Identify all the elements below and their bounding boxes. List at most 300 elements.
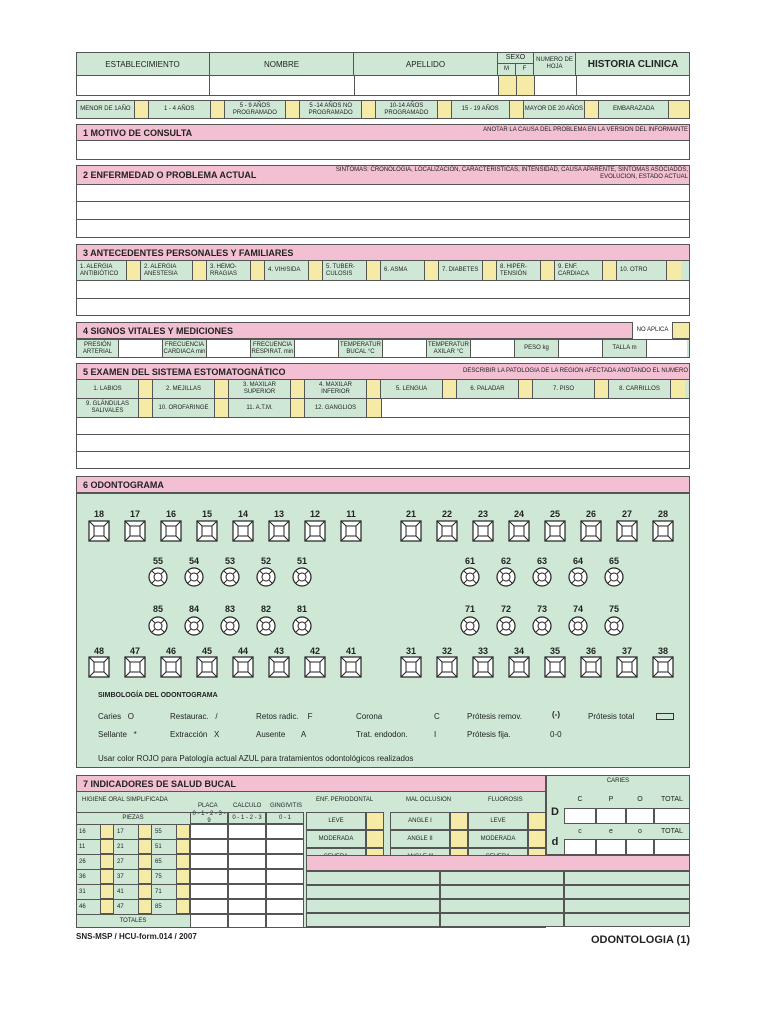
tooth-51[interactable]	[292, 567, 312, 587]
s1-title: 1 MOTIVO DE CONSULTA	[83, 127, 193, 138]
estoma-check[interactable]	[519, 380, 533, 398]
tooth-number: 11	[346, 509, 356, 519]
vital-field[interactable]	[383, 340, 427, 357]
placa-scale: 0 - 1 - 2 - 3 - 9	[190, 812, 228, 824]
pieza-check[interactable]	[176, 824, 190, 839]
tooth-63[interactable]	[532, 567, 552, 587]
total-field[interactable]	[266, 914, 304, 928]
vital-field[interactable]	[119, 340, 163, 357]
s7-title: 7 INDICADORES DE SALUD BUCAL	[83, 778, 237, 789]
tooth-53[interactable]	[220, 567, 240, 587]
pieza-check[interactable]	[138, 854, 152, 869]
sexo-m-field[interactable]	[498, 75, 517, 96]
estoma-mejillas: 2. MEJILLAS	[153, 380, 215, 398]
totales-label: TOTALES	[76, 914, 190, 927]
indicador-label: ANGLE II	[390, 830, 450, 848]
age-check[interactable]	[510, 101, 524, 118]
pieza-number: 71	[152, 884, 176, 899]
estoma-check[interactable]	[595, 380, 609, 398]
piezas-label: PIEZAS	[76, 812, 190, 824]
pieza-check[interactable]	[176, 884, 190, 899]
age-check[interactable]	[362, 101, 376, 118]
indicador-check[interactable]	[450, 812, 468, 830]
tooth-48[interactable]	[88, 656, 110, 678]
nombre-field[interactable]	[209, 75, 355, 96]
indice-field[interactable]	[190, 824, 228, 839]
calculo-label: CALCULO	[233, 803, 262, 809]
age-check[interactable]	[585, 101, 599, 118]
antecedente-check[interactable]	[541, 261, 555, 280]
footer-code: SNS-MSP / HCU-form.014 / 2007	[76, 932, 197, 941]
tooth-71[interactable]	[460, 616, 480, 636]
s7-header	[76, 775, 546, 792]
tooth-number: 84	[188, 604, 199, 614]
tooth-81[interactable]	[292, 616, 312, 636]
footer-title: ODONTOLOGIA (1)	[591, 934, 690, 946]
tooth-number: 13	[273, 509, 284, 519]
pieza-check[interactable]	[138, 824, 152, 839]
estoma-orofaringe: 10. OROFARINGE	[153, 399, 215, 417]
antecedente-check[interactable]	[667, 261, 681, 280]
tooth-85[interactable]	[148, 616, 168, 636]
tooth-number: 27	[621, 509, 632, 519]
antecedente-check[interactable]	[603, 261, 617, 280]
vital-field[interactable]	[559, 340, 603, 357]
pieza-number: 16	[76, 824, 100, 839]
tooth-83[interactable]	[220, 616, 240, 636]
age-check[interactable]	[669, 101, 689, 118]
tooth-55[interactable]	[148, 567, 168, 587]
vital-field[interactable]	[471, 340, 515, 357]
tooth-number: 25	[549, 509, 560, 519]
pieza-number: 47	[114, 899, 138, 914]
sexo-m-label: M	[498, 64, 516, 75]
odontograma-note: Usar color ROJO para Patología actual AZUL para tratamientos odontológicos realizados	[98, 754, 414, 763]
tooth-15[interactable]	[196, 520, 218, 542]
indice-field[interactable]	[228, 824, 266, 839]
tooth-number: 38	[657, 646, 668, 656]
indicador-label: MODERADA	[468, 830, 528, 848]
s4-no-aplica-check[interactable]	[672, 322, 690, 339]
estoma-check[interactable]	[139, 399, 153, 417]
tooth-number: 61	[464, 556, 475, 566]
s5-field[interactable]	[76, 417, 690, 469]
tooth-number: 33	[477, 646, 488, 656]
estoma-atm: 11. A.T.M.	[229, 399, 291, 417]
pieza-number: 55	[152, 824, 176, 839]
fluorosis-label: FLUOROSIS	[488, 797, 523, 803]
indicador-grid-cell[interactable]	[306, 871, 440, 885]
indicador-grid-cell[interactable]	[440, 871, 564, 885]
tooth-26[interactable]	[580, 520, 602, 542]
tooth-number: 17	[129, 509, 140, 519]
indicador-grid-cell[interactable]	[564, 913, 690, 927]
pieza-check[interactable]	[138, 884, 152, 899]
tooth-number: 35	[549, 646, 560, 656]
tooth-24[interactable]	[508, 520, 530, 542]
tooth-23[interactable]	[472, 520, 494, 542]
tooth-number: 36	[585, 646, 596, 656]
estoma-check[interactable]	[215, 399, 229, 417]
tooth-number: 47	[129, 646, 140, 656]
indicador-grid-cell[interactable]	[440, 913, 564, 927]
age-5-14-np: 5 -14 AÑOS NO PROGRAMADO	[300, 101, 362, 118]
s3-header	[76, 244, 690, 261]
estoma-maxilar-superior: 3. MAXILAR SUPERIOR	[229, 380, 291, 398]
sym-protesis-removible-symbol: (-)	[552, 710, 560, 719]
cpo-field[interactable]	[626, 808, 654, 824]
antecedente-diabetes: 7. DIABETES	[439, 261, 483, 280]
pieza-check[interactable]	[138, 869, 152, 884]
indicador-grid-cell[interactable]	[564, 885, 690, 899]
antecedente-check[interactable]	[309, 261, 323, 280]
indicador-check[interactable]	[450, 830, 468, 848]
ceo-field[interactable]	[654, 839, 690, 855]
indice-field[interactable]	[190, 839, 228, 854]
tooth-42[interactable]	[304, 656, 326, 678]
ceo-label: c	[578, 828, 582, 835]
tooth-36[interactable]	[580, 656, 602, 678]
vital-field[interactable]	[295, 340, 339, 357]
nombre-label: NOMBRE	[210, 53, 354, 75]
tooth-22[interactable]	[436, 520, 458, 542]
indicador-grid-cell[interactable]	[564, 871, 690, 885]
pieza-number: 27	[114, 854, 138, 869]
s5-row-2	[76, 398, 382, 418]
tooth-number: 37	[621, 646, 632, 656]
establecimiento-field[interactable]	[76, 75, 210, 96]
sym-caries: Caries O	[98, 712, 135, 721]
sym-protesis-total: Prótesis total	[588, 712, 635, 721]
sym-corona: Corona	[356, 712, 383, 721]
ceo-label: TOTAL	[661, 828, 683, 835]
pieza-number: 31	[76, 884, 100, 899]
tooth-13[interactable]	[268, 520, 290, 542]
antecedente-check[interactable]	[483, 261, 497, 280]
s5-title: 5 EXAMEN DEL SISTEMA ESTOMATOGNÁTICO	[83, 366, 286, 377]
tooth-number: 46	[165, 646, 176, 656]
tooth-35[interactable]	[544, 656, 566, 678]
indicador-grid-cell[interactable]	[564, 899, 690, 913]
indice-field[interactable]	[266, 824, 304, 839]
antecedente-check[interactable]	[425, 261, 439, 280]
indicadores-pink-row	[306, 855, 690, 871]
tooth-62[interactable]	[496, 567, 516, 587]
estoma-check[interactable]	[215, 380, 229, 398]
tooth-number: 85	[152, 604, 163, 614]
estoma-check[interactable]	[671, 380, 685, 398]
tooth-46[interactable]	[160, 656, 182, 678]
establecimiento-label: ESTABLECIMIENTO	[76, 53, 210, 75]
tooth-number: 72	[500, 604, 511, 614]
vital-field[interactable]	[647, 340, 687, 357]
indicador-grid-cell[interactable]	[440, 885, 564, 899]
sym-corona-symbol: C	[434, 712, 440, 721]
estoma-check[interactable]	[291, 380, 305, 398]
tooth-number: 16	[165, 509, 176, 519]
historia-field[interactable]	[576, 75, 690, 96]
tooth-number: 74	[572, 604, 583, 614]
age-15-19: 15 - 19 AÑOS	[452, 101, 510, 118]
tooth-21[interactable]	[400, 520, 422, 542]
estoma-check[interactable]	[139, 380, 153, 398]
s1-note: ANOTAR LA CAUSA DEL PROBLEMA EN LA VERSION DEL INFORMANTE	[483, 127, 688, 133]
indicador-check[interactable]	[528, 812, 546, 830]
tooth-number: 75	[608, 604, 619, 614]
tooth-number: 82	[260, 604, 271, 614]
tooth-27[interactable]	[616, 520, 638, 542]
vital-presion-arterial: PRESIÓN ARTERIAL	[77, 340, 119, 357]
pieza-check[interactable]	[138, 899, 152, 914]
sym-protesis-fija: Prótesis fija.	[467, 730, 511, 739]
indicador-check[interactable]	[366, 830, 384, 848]
tooth-number: 28	[657, 509, 668, 519]
age-10-14: 10-14 AÑOS PROGRAMADO	[376, 101, 438, 118]
tooth-52[interactable]	[256, 567, 276, 587]
tooth-number: 41	[345, 646, 356, 656]
caries-D-label: D	[551, 806, 559, 818]
numero-hoja-label: NUMERO DE HOJA	[534, 53, 576, 75]
estoma-check[interactable]	[367, 399, 381, 417]
pieza-check[interactable]	[176, 869, 190, 884]
tooth-84[interactable]	[184, 616, 204, 636]
tooth-37[interactable]	[616, 656, 638, 678]
pieza-check[interactable]	[138, 839, 152, 854]
indice-field[interactable]	[190, 869, 228, 884]
tooth-72[interactable]	[496, 616, 516, 636]
age-check[interactable]	[438, 101, 452, 118]
pieza-number: 17	[114, 824, 138, 839]
indice-field[interactable]	[266, 899, 304, 914]
ceo-field[interactable]	[596, 839, 626, 855]
tooth-number: 55	[152, 556, 163, 566]
tooth-14[interactable]	[232, 520, 254, 542]
tooth-61[interactable]	[460, 567, 480, 587]
tooth-number: 43	[273, 646, 284, 656]
pieza-check[interactable]	[100, 854, 114, 869]
estoma-glandulas: 9. GLÁNDULAS SALIVALES	[77, 399, 139, 417]
indice-field[interactable]	[266, 869, 304, 884]
sym-extraccion: Extracción X	[170, 730, 220, 739]
total-field[interactable]	[190, 914, 228, 928]
apellido-label: APELLIDO	[354, 53, 498, 75]
antecedente-asma: 6. ASMA	[381, 261, 425, 280]
indicador-check[interactable]	[366, 812, 384, 830]
estoma-check[interactable]	[443, 380, 457, 398]
numero-hoja-field[interactable]	[534, 75, 577, 96]
sexo-f-field[interactable]	[516, 75, 535, 96]
calculo-scale: 0 - 1 - 2 - 3	[228, 812, 266, 824]
indice-field[interactable]	[228, 899, 266, 914]
pieza-check[interactable]	[176, 854, 190, 869]
pieza-check[interactable]	[100, 899, 114, 914]
pieza-check[interactable]	[100, 884, 114, 899]
vital-temperatura-axilar: TEMPERATUR AXILAR °C	[427, 340, 471, 357]
sym-protesis-removible: Prótesis remov.	[467, 712, 522, 721]
ceo-field[interactable]	[626, 839, 654, 855]
indicador-check[interactable]	[528, 830, 546, 848]
tooth-number: 24	[513, 509, 524, 519]
tooth-33[interactable]	[472, 656, 494, 678]
indice-field[interactable]	[228, 854, 266, 869]
antecedente-check[interactable]	[193, 261, 207, 280]
tooth-number: 45	[201, 646, 212, 656]
s5-row-1	[76, 379, 690, 399]
vital-peso: PESO kg	[515, 340, 559, 357]
tooth-number: 54	[188, 556, 199, 566]
estoma-ganglios: 12. GANGLIOS	[305, 399, 367, 417]
tooth-41[interactable]	[340, 656, 362, 678]
indicador-grid-cell[interactable]	[306, 885, 440, 899]
sym-retos-radic: Retos radic. F	[256, 712, 313, 721]
tooth-17[interactable]	[124, 520, 146, 542]
indice-field[interactable]	[190, 899, 228, 914]
cpo-field[interactable]	[564, 808, 596, 824]
tooth-number: 23	[477, 509, 488, 519]
protesis-total-icon	[656, 713, 674, 720]
estoma-maxilar-inferior: 4. MAXILAR INFERIOR	[305, 380, 367, 398]
sym-trat-endodon: Trat. endodon.	[356, 730, 408, 739]
vital-field[interactable]	[207, 340, 251, 357]
pieza-check[interactable]	[176, 899, 190, 914]
sym-ausente: Ausente A	[256, 730, 307, 739]
cpo-field[interactable]	[654, 808, 690, 824]
s2-field[interactable]	[76, 184, 690, 238]
antecedente-check[interactable]	[251, 261, 265, 280]
s5-row-2-field[interactable]	[381, 398, 690, 418]
gingivitis-scale: 0 - 1	[266, 812, 304, 824]
s3-items-row	[76, 260, 690, 281]
pieza-number: 46	[76, 899, 100, 914]
antecedente-tuberculosis: 5. TUBER-CULOSIS	[323, 261, 367, 280]
tooth-54[interactable]	[184, 567, 204, 587]
tooth-64[interactable]	[568, 567, 588, 587]
estoma-check[interactable]	[291, 399, 305, 417]
antecedente-check[interactable]	[127, 261, 141, 280]
indicador-grid-cell[interactable]	[306, 913, 440, 927]
age-menor-1: MENOR DE 1AÑO	[77, 101, 135, 118]
tooth-18[interactable]	[88, 520, 110, 542]
tooth-38[interactable]	[652, 656, 674, 678]
indice-field[interactable]	[228, 884, 266, 899]
age-row	[76, 100, 690, 119]
ceo-field[interactable]	[564, 839, 596, 855]
tooth-number: 44	[237, 646, 248, 656]
tooth-number: 64	[572, 556, 583, 566]
tooth-number: 14	[237, 509, 248, 519]
tooth-16[interactable]	[160, 520, 182, 542]
sym-sellante: Sellante *	[98, 730, 137, 739]
pieza-check[interactable]	[100, 839, 114, 854]
age-embarazada: EMBARAZADA	[599, 101, 669, 118]
antecedente-check[interactable]	[367, 261, 381, 280]
tooth-11[interactable]	[340, 520, 362, 542]
sexo-f-label: F	[516, 64, 534, 75]
tooth-number: 71	[464, 604, 475, 614]
indice-field[interactable]	[190, 884, 228, 899]
total-field[interactable]	[228, 914, 266, 928]
pieza-check[interactable]	[100, 869, 114, 884]
s6-header	[76, 476, 690, 493]
tooth-number: 15	[201, 509, 212, 519]
pieza-number: 85	[152, 899, 176, 914]
tooth-number: 22	[441, 509, 452, 519]
indicador-grid-cell[interactable]	[440, 899, 564, 913]
tooth-34[interactable]	[508, 656, 530, 678]
tooth-44[interactable]	[232, 656, 254, 678]
tooth-75[interactable]	[604, 616, 624, 636]
form-title: HISTORIA CLINICA	[587, 58, 679, 70]
indice-field[interactable]	[266, 854, 304, 869]
tooth-28[interactable]	[652, 520, 674, 542]
cpo-label: P	[608, 796, 614, 803]
indice-field[interactable]	[228, 839, 266, 854]
tooth-65[interactable]	[604, 567, 624, 587]
antecedente-cardiaca: 9. ENF. CARDIACA	[555, 261, 603, 280]
age-mayor-20: MAYOR DE 20 AÑOS	[524, 101, 586, 118]
s4-title: 4 SIGNOS VITALES Y MEDICIONES	[83, 325, 234, 336]
tooth-12[interactable]	[304, 520, 326, 542]
tooth-25[interactable]	[544, 520, 566, 542]
indice-field[interactable]	[190, 854, 228, 869]
cpo-label: O	[637, 796, 643, 803]
oclusion-label: MAL OCLUSION	[406, 797, 452, 803]
estoma-check[interactable]	[367, 380, 381, 398]
tooth-number: 48	[93, 646, 104, 656]
pieza-number: 65	[152, 854, 176, 869]
age-5-9: 5 - 9 AÑOS PROGRAMADO	[225, 101, 287, 118]
periodontal-label: ENF. PERIODONTAL	[316, 797, 374, 803]
tooth-47[interactable]	[124, 656, 146, 678]
tooth-74[interactable]	[568, 616, 588, 636]
pieza-number: 11	[76, 839, 100, 854]
indicador-label: ANGLE I	[390, 812, 450, 830]
tooth-73[interactable]	[532, 616, 552, 636]
tooth-number: 12	[309, 509, 320, 519]
ceo-label: o	[638, 828, 642, 835]
indice-field[interactable]	[228, 869, 266, 884]
pieza-number: 75	[152, 869, 176, 884]
indice-field[interactable]	[266, 839, 304, 854]
tooth-43[interactable]	[268, 656, 290, 678]
vital-temperatura-bucal: TEMPERATUR BUCAL °C	[339, 340, 383, 357]
age-check[interactable]	[211, 101, 225, 118]
tooth-number: 83	[224, 604, 235, 614]
tooth-45[interactable]	[196, 656, 218, 678]
pieza-check[interactable]	[100, 824, 114, 839]
pieza-check[interactable]	[176, 839, 190, 854]
estoma-labios: 1. LABIOS	[77, 380, 139, 398]
vital-frecuencia-respiratoria: FRECUENCIA RESPIRAT. min	[251, 340, 295, 357]
cpo-field[interactable]	[596, 808, 626, 824]
age-check[interactable]	[135, 101, 149, 118]
estoma-carrillos: 8. CARRILLOS	[609, 380, 671, 398]
s3-title: 3 ANTECEDENTES PERSONALES Y FAMILIARES	[83, 247, 294, 258]
tooth-31[interactable]	[400, 656, 422, 678]
apellido-field[interactable]	[354, 75, 499, 96]
tooth-32[interactable]	[436, 656, 458, 678]
ceo-label: e	[609, 828, 613, 835]
tooth-number: 34	[513, 646, 524, 656]
tooth-82[interactable]	[256, 616, 276, 636]
indice-field[interactable]	[266, 884, 304, 899]
antecedente-alergia-antibiotico: 1. ALERGIA ANTIBIÓTICO	[77, 261, 127, 280]
sym-trat-symbol: I	[434, 730, 437, 739]
s1-field[interactable]	[76, 140, 690, 160]
age-check[interactable]	[286, 101, 300, 118]
indicador-grid-cell[interactable]	[306, 899, 440, 913]
s2-title: 2 ENFERMEDAD O PROBLEMA ACTUAL	[83, 170, 257, 180]
